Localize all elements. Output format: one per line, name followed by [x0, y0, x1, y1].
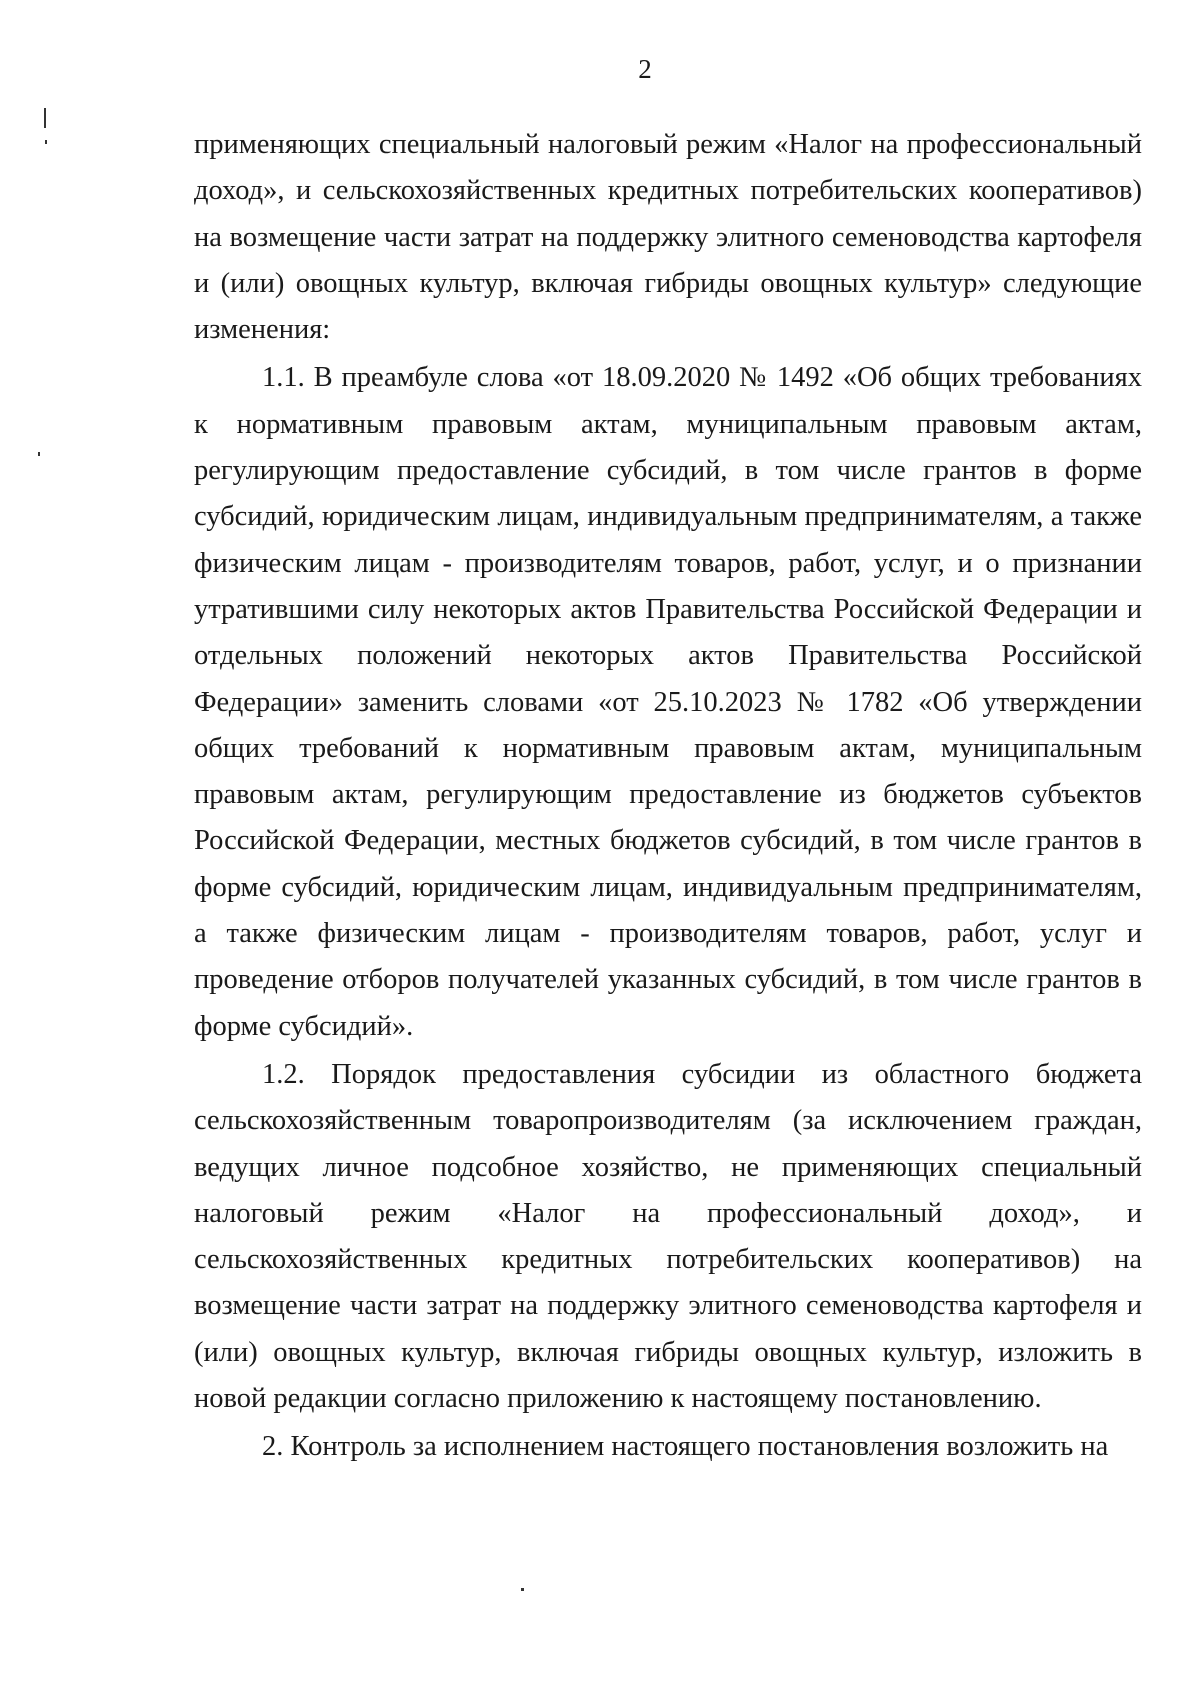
document-body [194, 122, 1142, 1471]
scan-artifact-mark [44, 108, 46, 128]
paragraph-continuation: применяющих специальный налоговый режим «Налог на профессиональный доход», и сельскохозяйственных кредитных потребительских кооперативов) на возмещение части затрат на поддержку элитного семеноводства картофеля и (или) овощных культур, включая гибриды овощных культур» следующие изменения: [194, 129, 1142, 346]
scan-artifact-mark [45, 140, 47, 144]
scan-artifact-mark [521, 1588, 524, 1591]
paragraph-1-1: 1.1. В преамбуле слова «от 18.09.2020 № 1492 «Об общих требованиях к нормативным правовым актам, муниципальным правовым актам, регулирующим предоставление субсидий, в том числе грантов в форме субсидий, юридическим лицам, индивидуальным предпринимателям, а также физическим лицам - производителям товаров, работ, услуг, и о признании утратившими силу некоторых актов Правительства Российской Федерации и отдельных положений некоторых актов Правительства Российской Федерации» заменить словами «от 25.10.2023 № 1782 «Об утверждении общих требований к нормативным правовым актам, муниципальным правовым актам, регулирующим предоставление из бюджетов субъектов Российской Федерации, местных бюджетов субсидий, в том числе грантов в форме субсидий, юридическим лицам, индивидуальным предпринимателям, а также физическим лицам - производителям товаров, работ, услуг и проведение отборов получателей указанных субсидий, в том числе грантов в форме субсидий». [194, 362, 1142, 1042]
page-number: 2 [638, 54, 652, 84]
paragraph-2: 2. Контроль за исполнением настоящего постановления возложить на [262, 1431, 1109, 1463]
scan-artifact-mark [38, 452, 40, 456]
paragraph-1-2: 1.2. Порядок предоставления субсидии из областного бюджета сельскохозяйственным товаропроизводителям (за исключением граждан, ведущих личное подсобное хозяйство, не применяющих специальный налоговый режим «Налог на профессиональный доход», и сельскохозяйственных кредитных потребительских кооперативов) на возмещение части затрат на поддержку элитного семеноводства картофеля и (или) овощных культур, включая гибриды овощных культур, изложить в новой редакции согласно приложению к настоящему постановлению. [194, 1058, 1142, 1415]
